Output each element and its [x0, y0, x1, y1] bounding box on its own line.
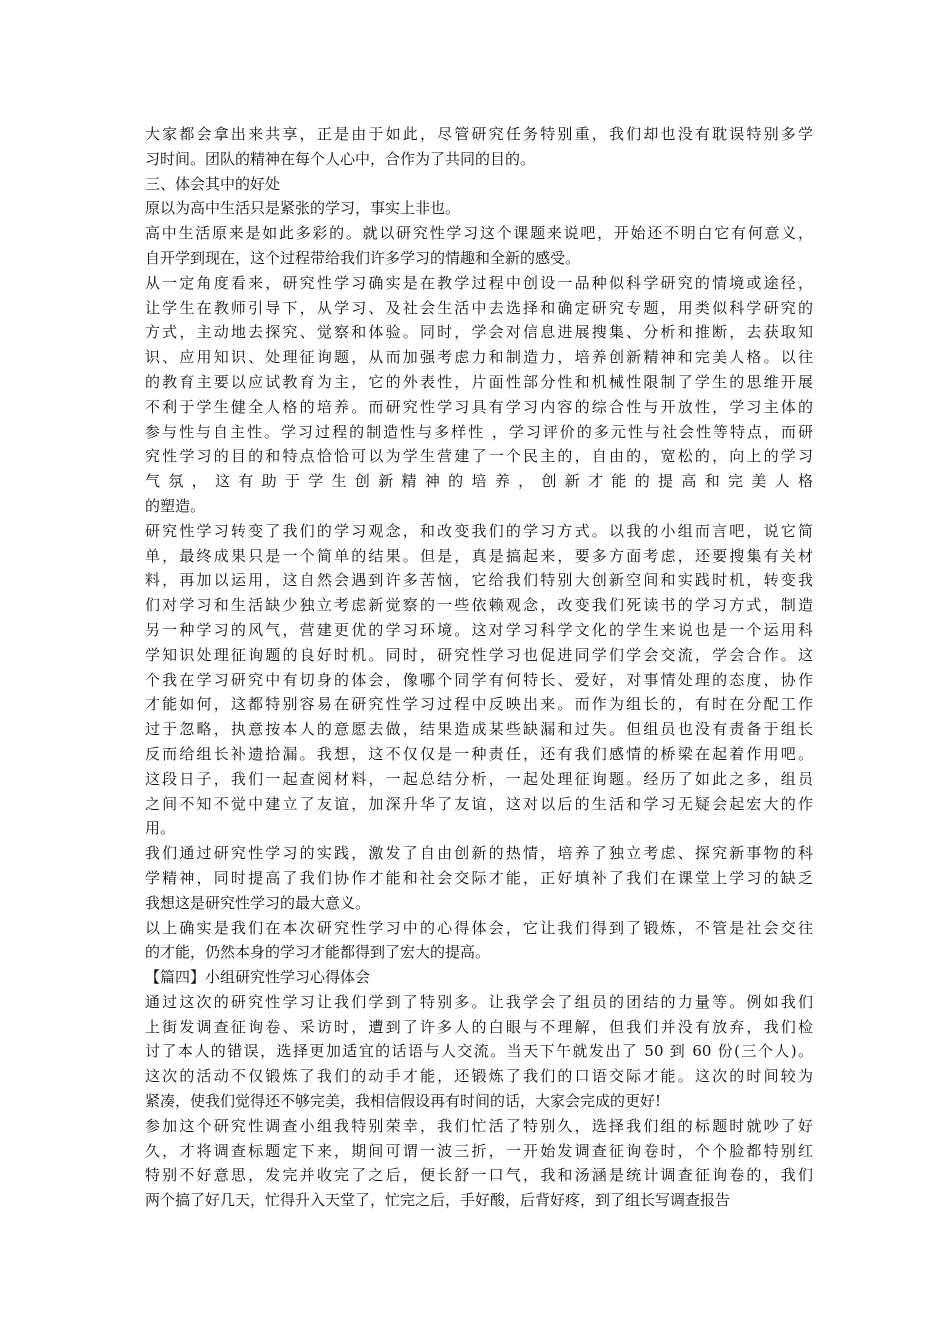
text-line: 的塑造。 [145, 496, 206, 515]
text-line: 的才能，仍然本身的学习才能都得到了宏大的提高。 [145, 943, 491, 962]
text-line: 这段日子，我们一起查阅材料，一起总结分析，一起处理征询题。经历了如此之多，组员 [145, 769, 813, 788]
text-line: 气氛，这有助于学生创新精神的培养，创新才能的提高和完美人格 [145, 472, 813, 491]
paragraph [145, 172, 813, 197]
paragraph [145, 196, 813, 221]
text-line: 研究性学习转变了我们的学习观念，和改变我们的学习方式。以我的小组而言吧，说它简 [145, 521, 813, 540]
paragraph [145, 841, 813, 915]
document-body [145, 122, 813, 1213]
text-line: 特别不好意思，发完并收完了之后，便长舒一口气，我和汤涵是统计调查征询卷的，我们 [145, 1166, 813, 1185]
text-line: 上街发调查征询卷、采访时，遭到了许多人的白眼与不理解，但我们并没有放弃，我们检 [145, 1017, 813, 1036]
text-line: 的教育主要以应试教育为主，它的外表性，片面性部分性和机械性限制了学生的思维开展 [145, 372, 813, 391]
text-line: 不利于学生健全人格的培养。而研究性学习具有学习内容的综合性与开放性，学习主体的 [145, 397, 813, 416]
text-line: 之间不知不觉中建立了友谊，加深升华了友谊，这对以后的生活和学习无疑会起宏大的作 [145, 794, 813, 813]
text-line: 料，再加以运用，这自然会遇到许多苦恼，它给我们特别大创新空间和实践时机，转变我 [145, 571, 813, 590]
text-line: 讨了本人的错误，选择更加适宜的话语与人交流。当天下午就发出了 50 到 60 份(三个人)。 [145, 1042, 813, 1061]
text-line: 方式，主动地去探究、觉察和体验。同时，学会对信息进展搜集、分析和推断，去获取知 [145, 323, 813, 342]
text-line: 我想这是研究性学习的最大意义。 [145, 893, 371, 912]
paragraph [145, 916, 813, 966]
text-line: 反而给组长补遗拾漏。我想，这不仅仅是一种责任，还有我们感情的桥梁在起着作用吧。 [145, 744, 813, 763]
text-line: 参与性与自主性。学习过程的制造性与多样性 ，学习评价的多元性与社会性等特点，而研 [145, 422, 813, 441]
text-line: 通过这次的研究性学习让我们学到了特别多。让我学会了组员的团结的力量等。例如我们 [145, 992, 813, 1011]
text-line: 单，最终成果只是一个简单的结果。但是，真是搞起来，要多方面考虑，还要搜集有关材 [145, 546, 813, 565]
text-line: 参加这个研究性调查小组我特别荣幸，我们忙活了特别久，选择我们组的标题时就吵了好 [145, 1116, 813, 1135]
text-line: 以上确实是我们在本次研究性学习中的心得体会，它让我们得到了锻炼，不管是社会交往 [145, 918, 813, 937]
text-line: 从一定角度看来，研究性学习确实是在教学过程中创设一品种似科学研究的情境或途径， [145, 273, 813, 292]
text-line: 让学生在教师引导下，从学习、及社会生活中去选择和确定研究专题，用类似科学研究的 [145, 298, 813, 317]
text-line: 习时间。团队的精神在每个人心中，合作为了共同的目的。 [145, 149, 536, 168]
text-line: 原以为高中生活只是紧张的学习，事实上非也。 [145, 199, 461, 218]
text-line: 用。 [145, 819, 176, 838]
paragraph [145, 271, 813, 519]
text-line: 高中生活原来是如此多彩的。就以研究性学习这个课题来说吧，开始还不明白它有何意义， [145, 224, 813, 243]
text-line: 自开学到现在，这个过程带给我们许多学习的情趣和全新的感受。 [145, 248, 581, 267]
text-line: 个我在学习研究中有切身的体会，像哪个同学有何特长、爱好，对事情处理的态度，协作 [145, 670, 813, 689]
text-line: 学知识处理征询题的良好时机。同时，研究性学习也促进同学们学会交流，学会合作。这 [145, 645, 813, 664]
text-line: 【篇四】小组研究性学习心得体会 [145, 968, 371, 987]
text-line: 究性学习的目的和特点恰恰可以为学生营建了一个民主的，自由的，宽松的，向上的学习 [145, 447, 813, 466]
text-line: 学精神，同时提高了我们协作才能和社会交际才能，正好填补了我们在课堂上学习的缺乏 [145, 868, 813, 887]
text-line: 紧凑，使我们觉得还不够完美，我相信假设再有时间的话，大家会完成的更好! [145, 1092, 662, 1111]
paragraph [145, 221, 813, 271]
text-line: 们对学习和生活缺少独立考虑新觉察的一些依赖观念，改变我们死读书的学习方式，制造 [145, 596, 813, 615]
text-line: 过于忽略，执意按本人的意愿去做，结果造成某些缺漏和过失。但组员也没有责备于组长 [145, 720, 813, 739]
paragraph [145, 1114, 813, 1213]
text-line: 这次的活动不仅锻炼了我们的动手才能，还锻炼了我们的口语交际才能。这次的时间较为 [145, 1067, 813, 1086]
text-line: 大家都会拿出来共享，正是由于如此，尽管研究任务特别重，我们却也没有耽误特别多学 [145, 125, 813, 143]
paragraph [145, 990, 813, 1114]
text-line: 另一种学习的风气，营建更优的学习环境。这对学习科学文化的学生来说也是一个运用科 [145, 620, 813, 639]
text-line: 才能如何，这都特别容易在研究性学习过程中反映出来。而作为组长的，有时在分配工作 [145, 695, 813, 714]
text-line: 三、体会其中的好处 [145, 174, 281, 193]
text-line: 我们通过研究性学习的实践，激发了自由创新的热情，培养了独立考虑、探究新事物的科 [145, 844, 813, 863]
paragraph [145, 965, 813, 990]
text-line: 久，才将调查标题定下来，期间可谓一波三折，一开始发调查征询卷时，个个脸都特别红 [145, 1141, 813, 1160]
paragraph [145, 122, 813, 172]
text-line: 两个搞了好几天，忙得升入天堂了，忙完之后，手好酸，后背好疼，到了组长写调查报告 [145, 1191, 731, 1210]
paragraph [145, 519, 813, 841]
text-line: 识、应用知识、处理征询题，从而加强考虑力和制造力，培养创新精神和完美人格。以往 [145, 348, 813, 367]
